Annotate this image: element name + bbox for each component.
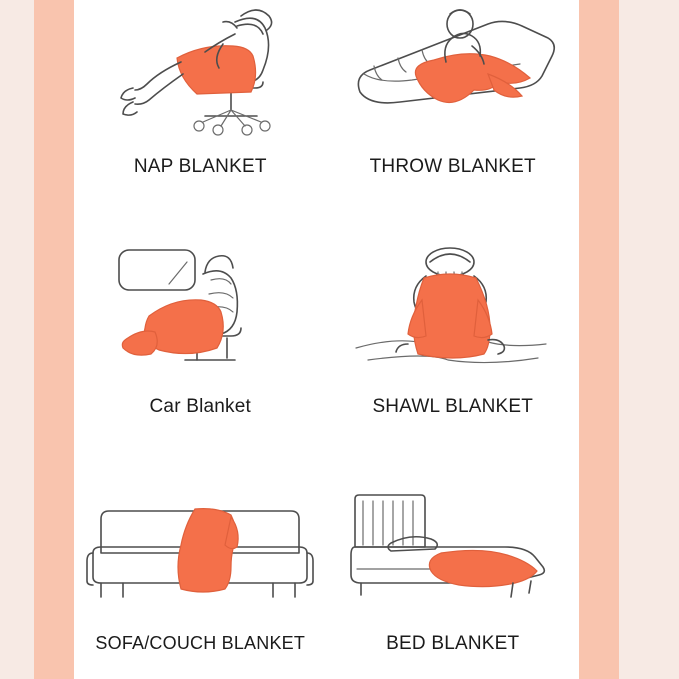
caption-car-blanket: Car Blanket <box>149 396 251 418</box>
accent-band-right <box>579 0 619 679</box>
grid-cell-throw-blanket <box>327 0 580 226</box>
grid-cell-bed-blanket <box>327 453 580 679</box>
grid-cell-sofa-blanket <box>74 453 327 679</box>
sofa-blanket-illustration <box>74 481 327 631</box>
accent-band-left <box>34 0 74 679</box>
throw-blanket-illustration <box>327 4 580 154</box>
bed-blanket-illustration <box>327 481 580 631</box>
car-blanket-illustration <box>74 244 327 394</box>
shawl-blanket-illustration <box>327 244 580 394</box>
grid-cell-nap-blanket <box>74 0 327 226</box>
blanket-types-grid <box>74 0 579 679</box>
caption-nap-blanket: NAP BLANKET <box>133 156 267 177</box>
background-band-left <box>0 0 34 679</box>
caption-throw-blanket: THROW BLANKET <box>369 156 536 177</box>
illustration-card <box>74 0 579 679</box>
grid-cell-car-blanket <box>74 226 327 452</box>
caption-sofa-blanket: SOFA/COUCH BLANKET <box>95 632 306 653</box>
grid-cell-shawl-blanket <box>327 226 580 452</box>
background-band-right <box>619 0 679 679</box>
caption-bed-blanket: BED BLANKET <box>386 632 520 654</box>
nap-blanket-illustration <box>74 4 327 154</box>
caption-shawl-blanket: SHAWL BLANKET <box>372 396 534 418</box>
